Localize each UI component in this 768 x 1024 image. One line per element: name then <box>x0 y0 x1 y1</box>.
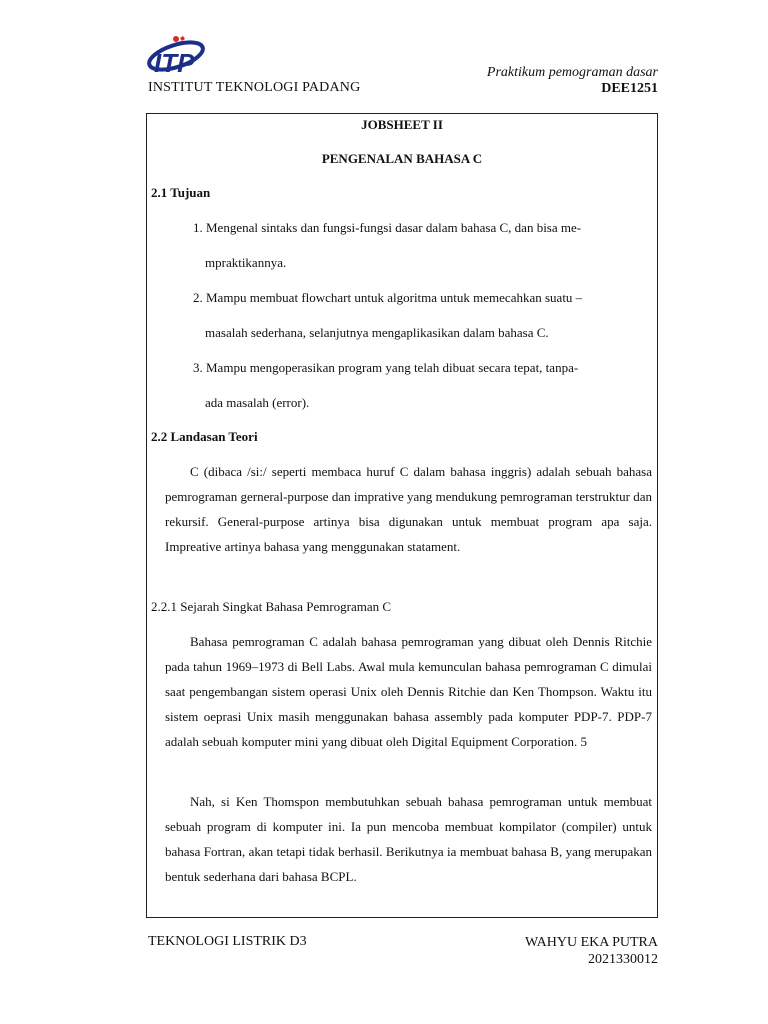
footer-author: WAHYU EKA PUTRA <box>525 935 658 950</box>
footer-author-block <box>525 934 658 968</box>
goal-line: 3. Mampu mengoperasikan program yang telah dibuat secara tepat, tanpa- <box>193 360 579 375</box>
paragraph-intro: C (dibaca /si:/ seperti membaca huruf C dalam bahasa inggris) adalah sebuah bahasa pemrograman gerneral-purpose dan imprative yang mendukung pemrograman terstruktur dan rekursif. General-purpose artinya bisa digunakan untuk membuat program apa saja. Impreative artinya bahasa yang menggunakan statament. <box>165 464 652 554</box>
section-landasan-heading: 2.2 Landasan Teori <box>151 429 258 444</box>
footer-student-id: 2021330012 <box>588 952 658 967</box>
paragraph-history: Bahasa pemrograman C adalah bahasa pemrograman yang dibuat oleh Dennis Ritchie pada tahun 1969–1973 di Bell Labs. Awal mula kemunculan bahasa pemrograman C dimulai saat pengembangan sistem operasi Unix oleh Dennis Ritchie dan Ken Thompson. Waktu itu sistem oeprasi Unix masih menggunakan bahasa assembly pada komputer PDP-7. PDP-7 adalah sebuah komputer mini yang dibuat oleh Digital Equipment Corporation. 5 <box>165 634 652 749</box>
goal-line: mpraktikannya. <box>205 255 287 270</box>
doc-subtitle: PENGENALAN BAHASA C <box>321 151 483 166</box>
itp-logo <box>146 30 222 78</box>
logo-dot-icon <box>173 36 179 42</box>
paragraph-history-2: Nah, si Ken Thomspon membutuhkan sebuah bahasa pemrograman untuk membuat sebuah program di komputer ini. Ia pun mencoba membuat kompilator (compiler) untuk bahasa Fortran, akan tetapi tidak berhasil. Berikutnya ia membuat bahasa B, yang merupakan bentuk sederhana dari bahasa BCPL. <box>165 794 652 884</box>
doc-title: JOBSHEET II <box>361 117 443 132</box>
content-frame <box>146 113 658 918</box>
goal-line: 1. Mengenal sintaks dan fungsi-fungsi dasar dalam bahasa C, dan bisa me- <box>193 220 582 235</box>
subsection-heading: 2.2.1 Sejarah Singkat Bahasa Pemrograman C <box>151 599 392 614</box>
section-tujuan-heading: 2.1 Tujuan <box>151 185 211 200</box>
institution-name: INSTITUT TEKNOLOGI PADANG <box>148 80 361 95</box>
goal-line: ada masalah (error). <box>205 395 310 410</box>
goal-line: 2. Mampu membuat flowchart untuk algoritma untuk memecahkan suatu – <box>193 290 583 305</box>
goal-line: masalah sederhana, selanjutnya mengaplikasikan dalam bahasa C. <box>205 325 549 340</box>
course-name: Praktikum pemograman dasar <box>486 65 658 80</box>
course-code: DEE1251 <box>601 81 658 96</box>
footer-department: TEKNOLOGI LISTRIK D3 <box>148 934 307 949</box>
logo-text: ITP <box>154 48 195 78</box>
